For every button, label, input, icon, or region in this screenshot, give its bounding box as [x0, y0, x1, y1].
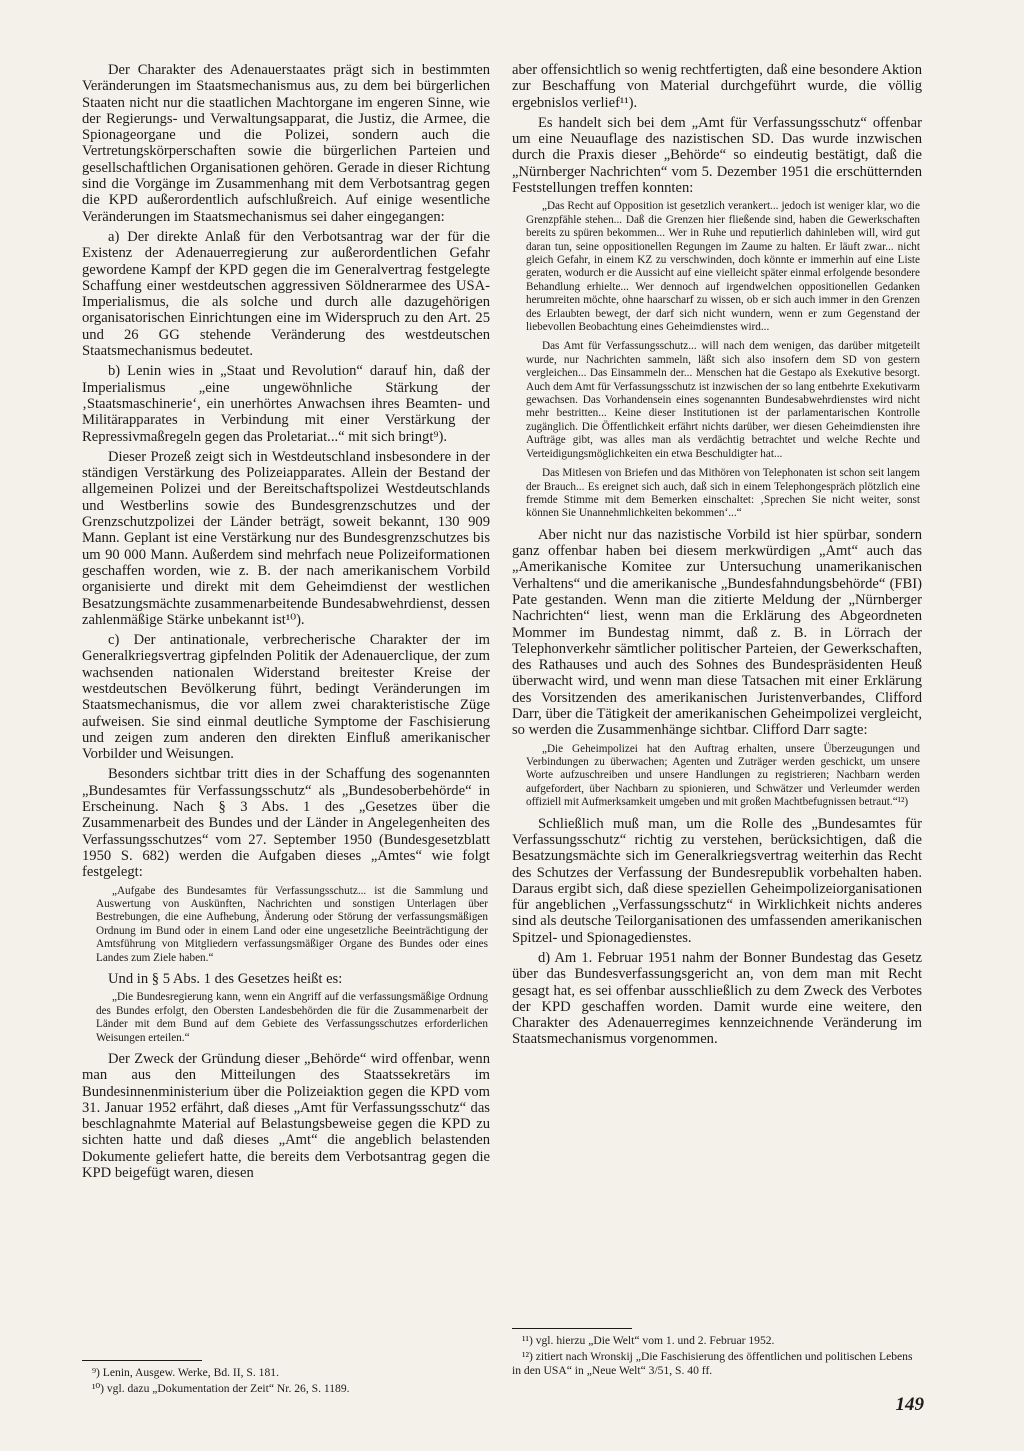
paragraph-purpose: Der Zweck der Gründung dieser „Behörde“ wird offenbar, wenn man aus den Mitteilungen des Staatssekretärs im Bundesinnenministerium über die Polizeiaktion gegen die KPD vom 31. Januar 1952 erfährt, daß dieses „Amt für Verfassungsschutz“ das beschlagnahmte Material auf Belastungsbeweise gegen die KPD zu sichten hatte und daß dieses „Amt“ die angeblich belastenden Dokumente geliefert hatte, die bereits dem Verbotsantrag gegen die KPD beigefügt waren, diesen	[82, 1050, 490, 1181]
paragraph-continuation: aber offensichtlich so wenig rechtfertigten, daß eine besondere Aktion zur Beschaffung von Material durchgeführt wurde, die völlig ergebnislos verlief¹¹).	[512, 62, 922, 111]
footnote-list	[512, 1334, 922, 1378]
quote-block-darr	[512, 743, 922, 810]
quote-law-3: „Aufgabe des Bundesamtes für Verfassungsschutz... ist die Sammlung und Auswertung von Auskünften, Nachrichten und sonstigen Unterlagen über Bestrebungen, die eine Aufhebung, Änderung oder Störung der verfassungsmäßigen Ordnung im Bund oder in einem Land oder eine ungesetzliche Beeinträchtigung der Amtsführung von Mitgliedern verfassungsmäßiger Organe des Bundes oder eines Landes zum Ziele haben.“	[96, 884, 488, 964]
quote-nuernberger-2: Das Amt für Verfassungsschutz... will nach dem wenigen, das darüber mitgeteilt wurde, nur Nachrichten sammeln, läßt sich also insofern dem SD von gestern vergleichen... Das Einsammeln der... Menschen hat die Gestapo als Exekutive besorgt. Auch dem Amt für Verfassungsschutz ist inzwischen der so lang entbehrte Exekutivarm gewachsen. Das Vorhandensein eines sogenannten Bundesabwehrdienstes wird nicht mehr bestritten... Keine dieser Institutionen ist der parlamentarischen Kontrolle zugänglich. Die Öffentlichkeit erfährt nichts darüber, wer diesen Geheimdiensten ihre Aufträge gibt, was alles man als verdächtig betrachtet und welche Rechte und Verteidigungsmöglichkeiten ein etwa Beschuldigter hat...	[526, 340, 920, 460]
paragraph-c: c) Der antinationale, verbrecherische Charakter der im Generalkriegsvertrag gipfelnden Politik der Adenauerclique, der zum wachsenden nationalen Widerstand breitester Kreise der westdeutschen Bevölkerung führt, bedingt Veränderungen im Staatsmechanismus, die vor allem zwei charakteristische Züge aufweisen. Sie sind einmal deutliche Symptome der Faschisierung und zeigen zum anderen den direkten Einfluß amerikanischer Vorbilder und Weisungen.	[82, 632, 490, 763]
right-footnotes	[512, 1328, 922, 1380]
paragraph-a: a) Der direkte Anlaß für den Verbotsantrag war der für die Existenz der Adenauerregierung zur außerordentlichen Gefahr gewordene Kampf der KPD gegen die im Generalvertrag festgelegte Schaffung einer westdeutschen aggressiven Söldnerarmee des USA-Imperialismus, die als solche und durch alle dazugehörigen organisatorischen Einrichtungen eine im Widerspruch zu den Art. 25 und 26 GG stehende Veränderung des westdeutschen Staatsmechanismus bedeutet.	[82, 228, 490, 360]
footnote-9: ⁹) Lenin, Ausgew. Werke, Bd. II, S. 181.	[92, 1366, 279, 1379]
paragraph-police: Dieser Prozeß zeigt sich in Westdeutschland insbesondere in der ständigen Verstärkung des Polizeiapparates. Allein der Bestand der allgemeinen Polizei und der Bereitschaftspolizei Westdeutschlands und Westberlins sowie des Bundesgrenzschutzes und der Grenzschutzpolizei der Länder beträgt, soweit bekannt, 130 909 Mann. Geplant ist eine Verstärkung nur des Bundesgrenzschutzes bis um 90 000 Mann. Außerdem sind mehrfach neue Polizeiformationen geschaffen worden, wie z. B. der nach amerikanischem Vorbild organisierte und direkt mit dem Geheimdienst der westlichen Besatzungsmächte zusammenarbeitende Bundesabwehrdienst, dessen zahlenmäßige Stärke unbekannt ist¹⁰).	[82, 448, 490, 628]
quote-law-5: „Die Bundesregierung kann, wenn ein Angriff auf die verfassungsmäßige Ordnung des Bundes erfolgt, den Obersten Landesbehörden die für die Zusammenarbeit der Länder mit dem Bund auf dem Gebiete des Verfassungsschutzes erforderlichen Weisungen erteilen.“	[96, 991, 488, 1044]
paragraph-law-5: Und in § 5 Abs. 1 des Gesetzes heißt es:	[108, 970, 343, 987]
left-column	[82, 62, 490, 1185]
footnote-list	[82, 1366, 490, 1396]
paragraph-fbi: Aber nicht nur das nazistische Vorbild ist hier spürbar, sondern ganz offenbar haben bei diesem merkwürdigen „Amt“ auch das „Amerikanische Komitee zur Untersuchung unamerikanischen Verhaltens“ und die amerikanische „Bundesfahndungsbehörde“ (FBI) Pate gestanden. Wenn man die zitierte Meldung der „Nürnberger Nachrichten“ liest, wenn man die Erklärung des Abgeordneten Mommer im Bundestag nimmt, daß z. B. in Lörrach der Telephonverkehr sämtlicher politischer Parteien, der Gewerkschaften, des Rathauses und auch des Sohnes des Bundespräsidenten Heuß überwacht wird, und wenn man diese Tatsachen mit einer Erklärung des Vorsitzenden des amerikanischen Juristenverbandes, Clifford Darr, über die Tätigkeit der amerikanischen Geheimpolizei vergleicht, so werden die Zusammenhänge sichtbar. Clifford Darr sagte:	[512, 526, 922, 739]
paragraph-intro: Der Charakter des Adenauerstaates prägt sich in bestimmten Veränderungen im Staatsmechanismus aus, zu dem bei bürgerlichen Staaten nicht nur die staatlichen Machtorgane im engeren Sinne, wie der Regierungs- und Verwaltungsapparat, die Justiz, die Armee, die Spionageorgane und die Polizei, sondern auch die Vertretungskörperschaften sowie die bürgerlichen Parteien und gesellschaftlichen Organisationen gehören. Gerade in dieser Richtung sind die Vorgänge im Zusammenhang mit dem Verbotsantrag gegen die KPD außerordentlich aufschlußreich. Auf einige wesentliche Veränderungen im Staatsmechanismus sei daher eingegangen:	[82, 62, 490, 225]
footnote-10: ¹⁰) vgl. dazu „Dokumentation der Zeit“ Nr. 26, S. 1189.	[92, 1382, 350, 1395]
footnote-11: ¹¹) vgl. hierzu „Die Welt“ vom 1. und 2. Februar 1952.	[522, 1334, 775, 1347]
quote-nuernberger-1: „Das Recht auf Opposition ist gesetzlich verankert... jedoch ist weniger klar, wo die Grenzpfähle stehen... Daß die Grenzen hier fließende sind, haben die Gewerkschaften bereits zu spüren bekommen... Wer in Ruhe und reputierlich dahinleben will, wird gut daran tun, seine oppositionellen Regungen im Zaume zu halten. Er läuft zwar... nicht gleich Gefahr, in einem KZ zu verschwinden, doch könnte er immerhin auf eine Liste geraten, wodurch er die Aussicht auf eine vielleicht später einmal erfolgende besondere Behandlung erhielte... Wer dennoch auf irgendwelchen oppositionellen Gedanken herumreiten möchte, ohne haarscharf zu wissen, ob er sich auch immer in den Grenzen des Erlaubten bewegt, der darf sich nicht wundern, wenn er zum Gegenstand der liebevollen Beobachtung eines Geheimdienstes wird...	[526, 200, 920, 334]
paragraph-occupation: Schließlich muß man, um die Rolle des „Bundesamtes für Verfassungsschutz“ richtig zu verstehen, berücksichtigen, daß die Besatzungsmächte sich im Generalkriegsvertrag weiterhin das Recht des Schutzes der Verfassung der Bundesrepublik vorbehalten haben. Daraus ergibt sich, daß diese speziellen Geheimpolizeiorganisationen für angeblichen „Verfassungsschutz“ in Wirklichkeit nichts anderes sind als deutsche Teilorganisationen des umfassenden amerikanischen Spitzel- und Spionagedienstes.	[512, 815, 922, 946]
footnote-12: ¹²) zitiert nach Wronskij „Die Faschisierung des öffentlichen und politischen Lebens in den USA“ in „Neue Welt“ 3/51, S. 40 ff.	[512, 1350, 913, 1377]
paragraph-b: b) Lenin wies in „Staat und Revolution“ darauf hin, daß der Imperialismus „eine ungewöhnliche Stärkung der ‚Staatsmaschinerie‘, ein unerhörtes Anwachsen ihres Beamten- und Militärapparates in Verbindung mit einer Verstärkung der Repressivmaßregeln gegen das Proletariat...“ mit sich bringt⁹).	[82, 363, 490, 445]
left-footnotes	[82, 1360, 490, 1398]
quote-nuernberger-3: Das Mitlesen von Briefen und das Mithören von Telephonaten ist schon seit langem der Brauch... Es ereignet sich auch, daß sich in einem Telephongespräch plötzlich eine fremde Stimme mit dem Bemerken einschaltet: ‚Sprechen Sie nicht weiter, sonst können Sie Unannehmlichkeiten bekommen‘...“	[526, 467, 920, 520]
quote-block-law-3	[82, 885, 490, 965]
footnote-rule	[512, 1328, 632, 1329]
page-number: 149	[895, 1394, 924, 1415]
paragraph-bundesamt: Besonders sichtbar tritt dies in der Schaffung des sogenannten „Bundesamtes für Verfassungsschutz“ als „Bundesoberbehörde“ in Erscheinung. Nach § 3 Abs. 1 des „Gesetzes über die Zusammenarbeit des Bundes und der Länder in Angelegenheiten des Verfassungsschutzes“ vom 27. September 1950 (Bundesgesetzblatt 1950 S. 682) werden die Aufgaben dieses „Amtes“ wie folgt festgelegt:	[82, 766, 490, 881]
footnote-rule	[82, 1360, 202, 1361]
quote-block-law-5	[82, 991, 490, 1045]
paragraph-sd: Es handelt sich bei dem „Amt für Verfassungsschutz“ offenbar um eine Neuauflage des nazistischen SD. Das wurde inzwischen durch die Praxis dieser „Behörde“ so eindeutig bestätigt, daß die „Nürnberger Nachrichten“ vom 5. Dezember 1951 die erschütternden Feststellungen treffen konnten:	[512, 114, 922, 197]
quote-block-nuernberger	[512, 200, 922, 520]
quote-darr: „Die Geheimpolizei hat den Auftrag erhalten, unsere Überzeugungen und Verbindungen zu überwachen; Agenten und Zuträger werden geschickt, um unsere Worte aufzuschreiben und unsere Handlungen zu registrieren; Nachbarn werden aufgefordert, über Nachbarn zu spionieren, und Schwätzer und Verleumder werden offiziell mit Aufmerksamkeit umgeben und mit großen Machtbefugnissen betraut.“¹²)	[526, 742, 920, 809]
paragraph-d: d) Am 1. Februar 1951 nahm der Bonner Bundestag das Gesetz über das Bundesverfassungsgericht an, von dem man mit Recht gesagt hat, es sei offenbar ausschließlich zu dem Zweck des Verbotes der KPD geschaffen worden. Damit wurde eine weitere, den Charakter des Adenauerregimes kennzeichnende Veränderung im Staatsmechanismus vorgenommen.	[512, 949, 922, 1048]
right-column	[512, 62, 922, 1052]
